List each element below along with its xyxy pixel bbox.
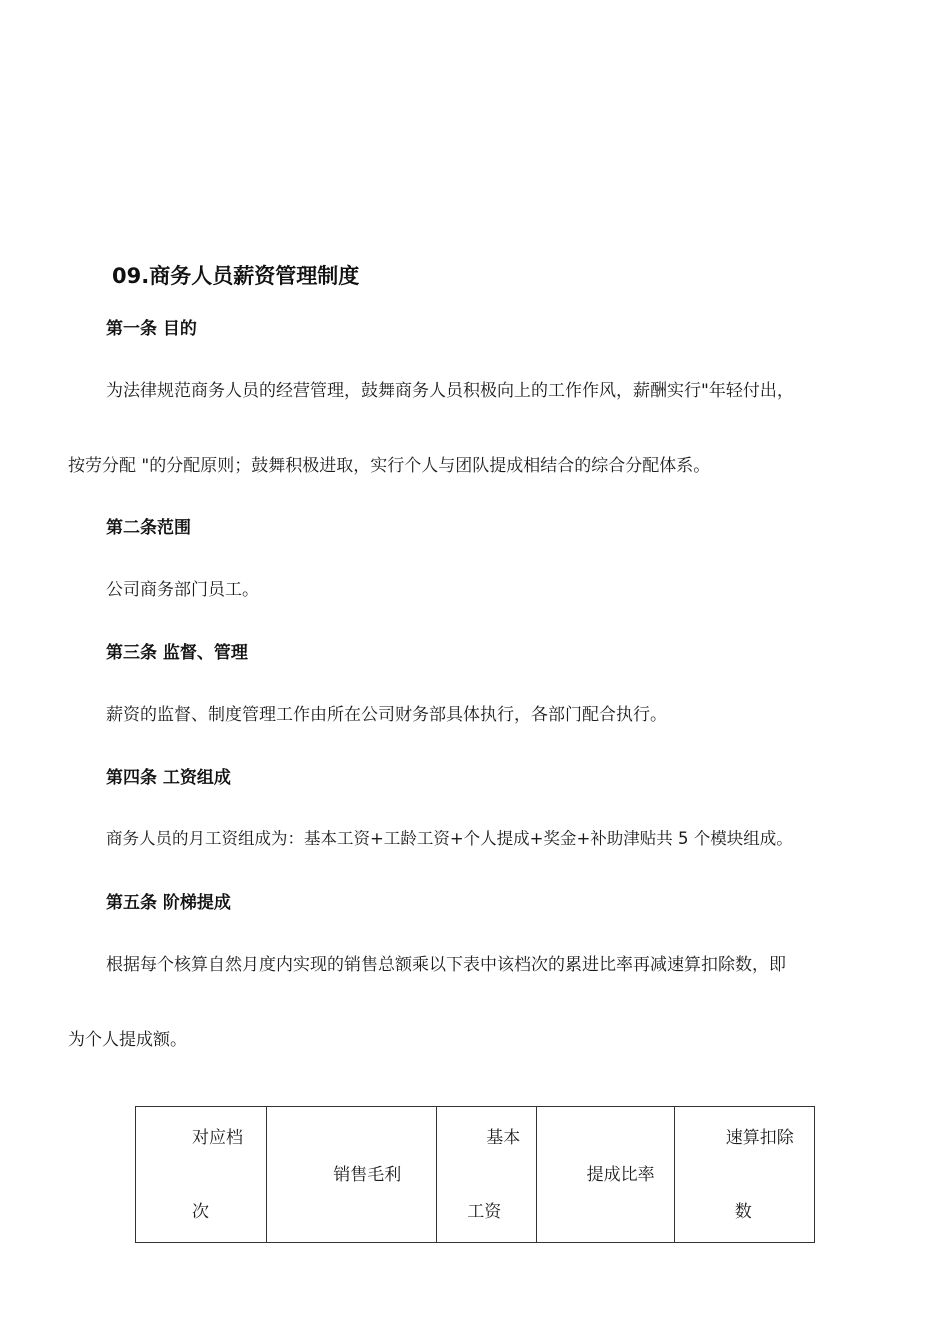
- table-header-cell-quick-deduction: [674, 1107, 814, 1243]
- section-salary-composition-line-1: 商务人员的月工资组成为：基本工资+工龄工资+个人提成+奖金+补助津贴共 5 个模块组成。: [106, 829, 793, 848]
- section-purpose-line-1: 为法律规范商务人员的经营管理，鼓舞商务人员积极向上的工作作风，薪酬实行"年轻付出，: [106, 381, 794, 401]
- header-quick-deduction-line-2: 数: [734, 1202, 752, 1222]
- header-grade-line-2: 次: [192, 1202, 209, 1222]
- section-tiered-commission-line-1: 根据每个核算自然月度内实现的销售总额乘以下表中该档次的累进比率再减速算扣除数，即: [106, 955, 786, 975]
- section-heading-supervision: 第三条 监督、管理: [106, 643, 248, 663]
- table-header-row: [136, 1107, 815, 1243]
- section-scope-line-1: 公司商务部门员工。: [106, 580, 259, 600]
- section-heading-salary-composition: 第四条 工资组成: [106, 768, 231, 788]
- table-header-cell-commission-rate: [536, 1107, 674, 1243]
- header-commission-rate-label: 提成比率: [586, 1165, 655, 1185]
- section-heading-tiered-commission: 第五条 阶梯提成: [106, 893, 231, 913]
- section-heading-scope: 第二条范围: [106, 518, 191, 538]
- section-supervision-line-1: 薪资的监督、制度管理工作由所在公司财务部具体执行，各部门配合执行。: [106, 705, 667, 725]
- header-grade-line-1: 对应档: [192, 1128, 243, 1148]
- document-title: 09.商务人员薪资管理制度: [112, 264, 360, 288]
- section-purpose-line-2: 按劳分配 "的分配原则；鼓舞积极进取，实行个人与团队提成相结合的综合分配体系。: [68, 456, 711, 476]
- header-gross-profit-label: 销售毛利: [333, 1165, 402, 1185]
- table-header-cell-base-salary: [437, 1107, 536, 1243]
- header-base-salary-line-2: 工资: [467, 1202, 502, 1222]
- table-header-cell-grade: [136, 1107, 267, 1243]
- section-heading-purpose: 第一条 目的: [106, 319, 197, 339]
- table-header-cell-gross-profit: [267, 1107, 437, 1243]
- header-base-salary-line-1: 基本: [486, 1128, 521, 1148]
- header-quick-deduction-line-1: 速算扣除: [725, 1128, 794, 1148]
- commission-tier-table: [135, 1106, 815, 1243]
- section-tiered-commission-line-2: 为个人提成额。: [68, 1030, 187, 1050]
